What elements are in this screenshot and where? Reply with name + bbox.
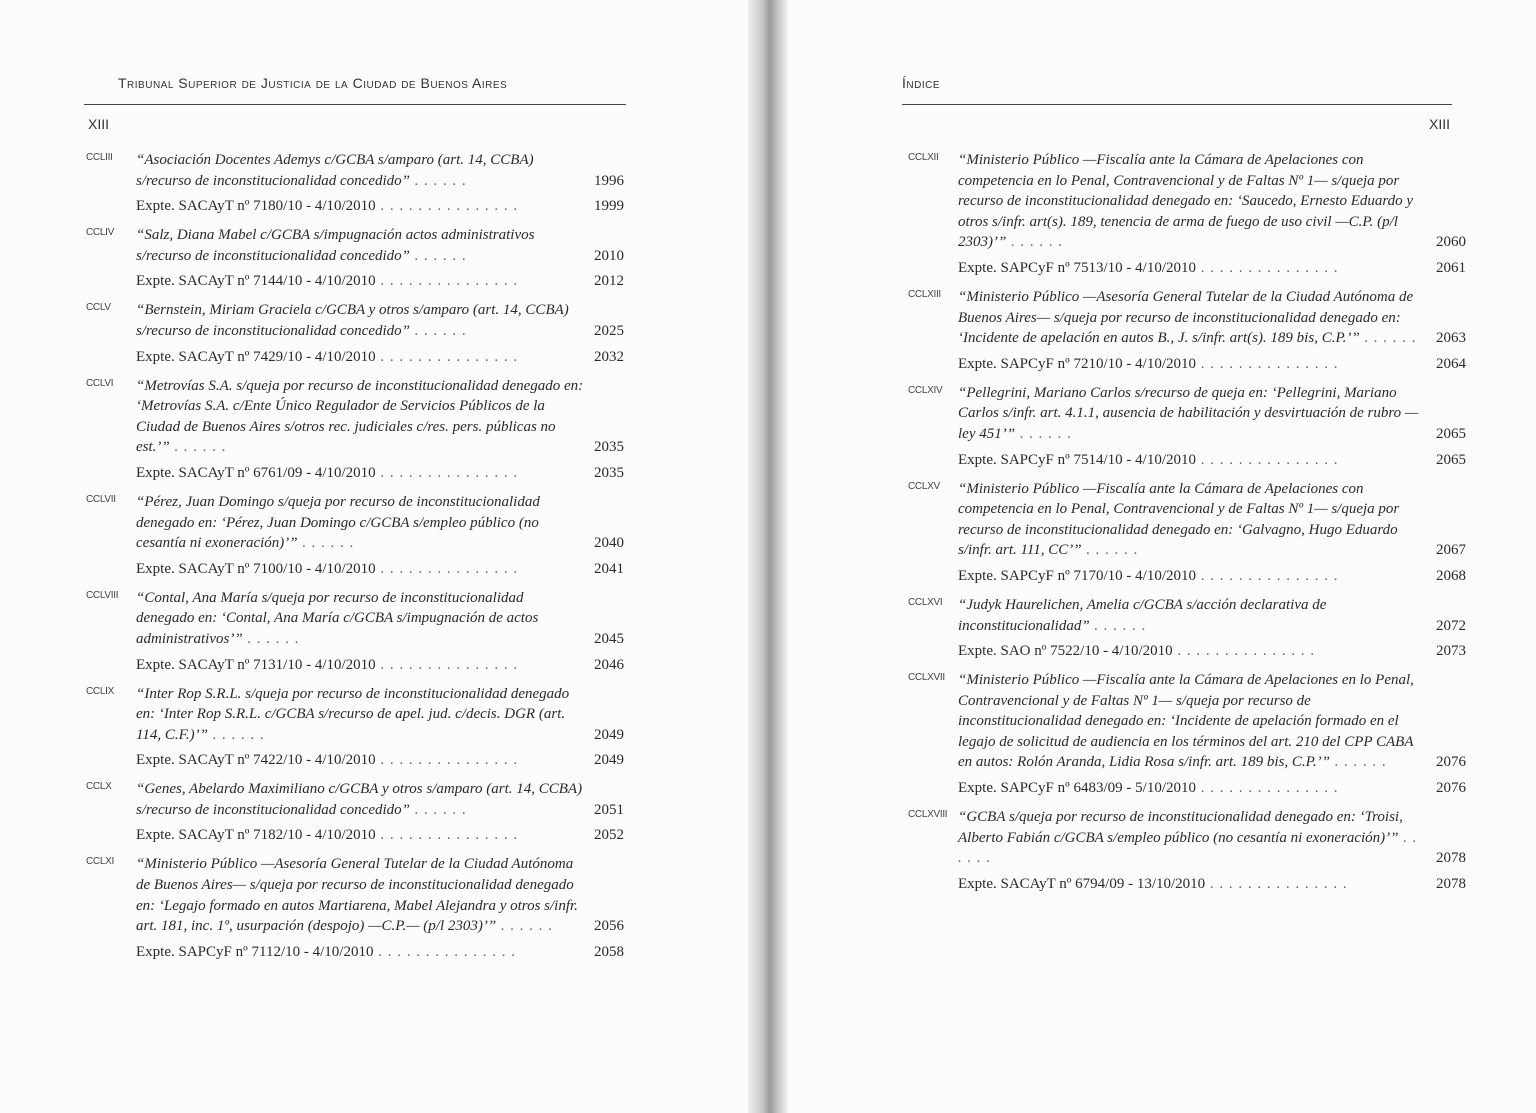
entry-title: “Ministerio Público —Asesoría General Tutelar de la Ciudad Autónoma de Buenos Aires— s/queja por recurso de inconstitucionalidad denegado en: ‘Incidente de apelación en autos B., J. s/infr. art(s). 189 bis, C.P.’”	[958, 288, 1414, 347]
index-entry	[908, 150, 1468, 278]
dot-leader: . . . . . .	[496, 918, 554, 935]
entry-title-line	[136, 225, 626, 266]
entry-expte-line	[136, 196, 626, 216]
entry-title-line	[958, 383, 1468, 445]
index-entry	[908, 383, 1468, 470]
right-page	[788, 0, 1536, 1113]
entry-title: “Asociación Docentes Ademys c/GCBA s/amparo (art. 14, CCBA) s/recurso de inconstitucionalidad concedido”	[136, 152, 534, 189]
dot-leader: . . . . . .	[169, 439, 227, 456]
entry-numeral: CCLVIII	[86, 589, 119, 601]
entry-numeral: CCLVI	[86, 377, 114, 389]
index-entry	[908, 595, 1468, 661]
entry-expte: Expte. SACAyT nº 7131/10 - 4/10/2010	[136, 656, 376, 673]
entry-expte-line	[136, 463, 626, 483]
entry-page-number: 2051	[594, 801, 624, 818]
entry-numeral: CCLXVII	[908, 672, 945, 684]
entry-page-number: 2065	[1436, 425, 1466, 442]
entry-title-line	[136, 376, 626, 458]
page-number: XIII	[1429, 116, 1451, 132]
entry-title-line	[958, 807, 1468, 869]
dot-leader: . . . . . . . . . . . . . . .	[375, 464, 519, 481]
entry-title: “Ministerio Público —Asesoría General Tutelar de la Ciudad Autónoma de Buenos Aires— s/queja por recurso de inconstitucionalidad denegado en: ‘Legajo formado en autos Martiarena, Mabel Alejandra y otros s/infr. art. 181, inc. 1º, usurpación (despojo) —C.P.— (p/l 2303)’”	[136, 856, 578, 935]
entry-expte: Expte. SAPCyF nº 7112/10 - 4/10/2010	[136, 943, 374, 960]
expte-page-number: 2065	[1436, 451, 1466, 468]
entry-numeral: CCLXII	[908, 152, 939, 163]
expte-page-number: 2068	[1436, 567, 1466, 584]
entry-expte-line	[136, 559, 626, 579]
expte-page-number: 2058	[594, 943, 624, 960]
dot-leader: . . . . . .	[1081, 542, 1139, 559]
dot-leader: . . . . . . . . . . . . . . .	[375, 752, 519, 769]
entry-numeral: CCLVII	[86, 493, 116, 505]
expte-page-number: 2012	[594, 273, 624, 290]
entry-expte-line	[136, 750, 626, 770]
entry-expte-line	[958, 258, 1468, 278]
entry-expte-line	[136, 655, 626, 675]
index-entry	[908, 807, 1468, 894]
entry-title-line	[958, 479, 1468, 561]
entry-expte-line	[136, 347, 626, 367]
entry-page-number: 2078	[1436, 850, 1466, 867]
entry-numeral: CCLIX	[86, 685, 114, 697]
entry-expte: Expte. SAPCyF nº 7514/10 - 4/10/2010	[958, 451, 1197, 468]
entry-title: “GCBA s/queja por recurso de inconstitucionalidad denegado en: ‘Troisi, Alberto Fabián c/GCBA s/empleo público (no cesantía ni exoneración)’”	[958, 809, 1403, 846]
expte-page-number: 2046	[594, 656, 624, 673]
dot-leader: . . . . . . . . . . . . . . .	[1196, 259, 1339, 276]
expte-page-number: 2064	[1436, 355, 1466, 372]
dot-leader: . . . . . .	[410, 322, 467, 339]
entry-numeral: CCLV	[86, 302, 111, 314]
dot-leader: . . . . . .	[207, 726, 265, 743]
dot-leader: . . . . . . . . . . . . . . .	[375, 198, 519, 215]
header-rule	[902, 104, 1452, 105]
dot-leader: . . . . . .	[410, 247, 467, 264]
entry-title: “Genes, Abelardo Maximiliano c/GCBA y otros s/amparo (art. 14, CCBA) s/recurso de inconstitucionalidad concedido”	[136, 781, 583, 818]
entry-expte-line	[136, 271, 626, 291]
entry-page-number: 2072	[1436, 617, 1466, 634]
index-entry	[86, 588, 626, 675]
entry-title: “Ministerio Público —Fiscalía ante la Cámara de Apelaciones en lo Penal, Contravencional y de Faltas Nº 1— s/queja por recurso de inconstitucionalidad denegado en: ‘Incidente de apelación formado en el legajo de solicitud de audiencia en los términos del art. 210 del CPP CABA en autos: Rolón Aranda, Lidia Rosa s/infr. art. 189 bis, C.P.’”	[958, 672, 1414, 771]
dot-leader: . . . . . .	[410, 172, 467, 189]
entry-title: “Bernstein, Miriam Graciela c/GCBA y otros s/amparo (art. 14, CCBA) s/recurso de inconstitucionalidad concedido”	[136, 302, 569, 339]
entry-title-line	[958, 595, 1468, 636]
entry-expte: Expte. SACAyT nº 7144/10 - 4/10/2010	[136, 273, 376, 290]
expte-page-number: 2076	[1436, 780, 1466, 797]
entry-title: “Inter Rop S.R.L. s/queja por recurso de inconstitucionalidad denegado en: ‘Inter Rop S.R.L. c/GCBA s/recurso de apel. jud. c/decis. DGR (art. 114, C.F.)’”	[136, 685, 570, 743]
entry-page-number: 1996	[594, 172, 624, 189]
entry-page-number: 2060	[1436, 234, 1466, 251]
entry-expte: Expte. SAPCyF nº 6483/09 - 5/10/2010	[958, 780, 1197, 797]
entry-expte: Expte. SAPCyF nº 7170/10 - 4/10/2010	[958, 567, 1197, 584]
dot-leader: . . . . . . . . . . . . . . .	[373, 943, 516, 960]
entry-page-number: 2067	[1436, 542, 1466, 559]
expte-page-number: 2035	[594, 464, 624, 481]
entry-expte: Expte. SACAyT nº 7182/10 - 4/10/2010	[136, 827, 376, 844]
entry-numeral: CCLXIII	[908, 288, 941, 300]
entry-page-number: 2045	[594, 630, 624, 647]
entry-numeral: CCLX	[86, 781, 112, 793]
entry-expte: Expte. SACAyT nº 7422/10 - 4/10/2010	[136, 752, 376, 769]
expte-page-number: 2073	[1436, 643, 1466, 660]
entry-numeral: CCLXV	[908, 480, 940, 492]
entry-title: “Pellegrini, Mariano Carlos s/recurso de queja en: ‘Pellegrini, Mariano Carlos s/infr. art. 4.1.1, ausencia de habilitación y desvirtuación de rubro —ley 451’”	[958, 384, 1419, 442]
entry-title-line	[136, 492, 626, 554]
entry-numeral: CCLIII	[86, 152, 113, 163]
dot-leader: . . . . . . . . . . . . . . .	[375, 273, 519, 290]
index-entry	[86, 150, 626, 216]
entry-title: “Judyk Haurelichen, Amelia c/GCBA s/acción declarativa de inconstitucionalidad”	[958, 596, 1327, 634]
dot-leader: . . . . . . . . . . . . . . .	[375, 348, 519, 365]
dot-leader: . . . . . .	[1006, 234, 1064, 251]
entry-page-number: 2076	[1436, 754, 1466, 771]
entry-numeral: CCLXIV	[908, 384, 943, 396]
entry-numeral: CCLIV	[86, 227, 114, 239]
entry-expte-line	[958, 778, 1468, 798]
expte-page-number: 2052	[594, 827, 624, 844]
entry-title-line	[136, 684, 626, 746]
entry-title-line	[958, 287, 1468, 349]
entry-expte-line	[958, 641, 1468, 661]
index-entry	[86, 779, 626, 845]
expte-page-number: 2078	[1436, 875, 1466, 892]
dot-leader: . . . . . .	[1359, 330, 1417, 347]
index-entry	[86, 854, 626, 961]
index-entry	[86, 225, 626, 291]
expte-page-number: 2061	[1436, 259, 1466, 276]
entry-title-line	[958, 150, 1468, 253]
dot-leader: . . . . . . . . . . . . . . .	[1196, 451, 1339, 468]
dot-leader: . . . . . . . . . . . . . . .	[1196, 355, 1339, 372]
dot-leader: . . . . . . . . . . . . . . .	[375, 656, 519, 673]
entry-title: “Salz, Diana Mabel c/GCBA s/impugnación actos administrativos s/recurso de inconstitucionalidad concedido”	[136, 227, 535, 264]
entry-expte-line	[136, 942, 626, 962]
entry-page-number: 2035	[594, 439, 624, 456]
entry-expte: Expte. SAPCyF nº 7513/10 - 4/10/2010	[958, 259, 1197, 276]
dot-leader: . . . . . . . . . . . . . . .	[1172, 643, 1316, 660]
entry-numeral: CCLXI	[86, 856, 114, 868]
entry-page-number: 2063	[1436, 330, 1466, 347]
entry-expte-line	[958, 874, 1468, 894]
left-page	[0, 0, 748, 1113]
entry-expte: Expte. SACAyT nº 6761/09 - 4/10/2010	[136, 464, 376, 481]
index-entry	[86, 492, 626, 579]
index-entries	[86, 150, 626, 971]
expte-page-number: 1999	[594, 198, 624, 215]
entry-page-number: 2056	[594, 918, 624, 935]
dot-leader: . . . . . . . . . . . . . . .	[375, 560, 519, 577]
expte-page-number: 2049	[594, 752, 624, 769]
entry-title-line	[136, 150, 626, 191]
entry-title: “Contal, Ana María s/queja por recurso de inconstitucionalidad denegado en: ‘Contal, Ana María c/GCBA s/impugnación de actos administrativos’”	[136, 589, 539, 647]
dot-leader: . . . . . .	[1089, 617, 1147, 634]
dot-leader: . . . . . .	[1330, 754, 1387, 771]
index-entry	[908, 670, 1468, 798]
dot-leader: . . . . . . . . . . . . . . .	[375, 827, 519, 844]
entry-page-number: 2049	[594, 726, 624, 743]
index-entry	[86, 684, 626, 771]
entry-page-number: 2040	[594, 535, 624, 552]
running-head: Tribunal Superior de Justicia de la Ciudad de Buenos Aires	[118, 75, 508, 91]
expte-page-number: 2032	[594, 348, 624, 365]
dot-leader: . . . . . .	[958, 829, 1418, 867]
entry-expte: Expte. SACAyT nº 7100/10 - 4/10/2010	[136, 560, 376, 577]
dot-leader: . . . . . .	[410, 801, 467, 818]
entry-title-line	[136, 588, 626, 650]
entry-page-number: 2025	[594, 322, 624, 339]
entry-page-number: 2010	[594, 247, 624, 264]
running-head: Índice	[902, 75, 941, 91]
dot-leader: . . . . . .	[1015, 425, 1073, 442]
header-rule	[84, 104, 626, 105]
index-entry	[908, 479, 1468, 586]
dot-leader: . . . . . . . . . . . . . . .	[1205, 875, 1348, 892]
entry-title-line	[136, 300, 626, 341]
index-entries	[908, 150, 1468, 903]
entry-expte-line	[958, 450, 1468, 470]
expte-page-number: 2041	[594, 560, 624, 577]
entry-title: “Ministerio Público —Fiscalía ante la Cámara de Apelaciones con competencia en lo Penal, Contravencional y de Faltas Nº 1— s/queja por recurso de inconstitucionalidad denegado en: ‘Saucedo, Ernesto Eduardo y otros s/infr. art(s). 189, tenencia de arma de fuego de uso civil —C.P. (p/l 2303)’”	[958, 152, 1414, 251]
entry-title: “Pérez, Juan Domingo s/queja por recurso de inconstitucionalidad denegado en: ‘Pérez, Juan Domingo c/GCBA s/empleo público (no cesantía ni exoneración)’”	[136, 493, 540, 552]
entry-expte: Expte. SACAyT nº 7429/10 - 4/10/2010	[136, 348, 376, 365]
entry-expte: Expte. SAO nº 7522/10 - 4/10/2010	[958, 643, 1173, 660]
page-number: XIII	[88, 116, 110, 132]
entry-expte-line	[136, 825, 626, 845]
entry-title-line	[958, 670, 1468, 773]
entry-expte-line	[958, 354, 1468, 374]
entry-title: “Metrovías S.A. s/queja por recurso de inconstitucionalidad denegado en: ‘Metrovías S.A. c/Ente Único Regulador de Servicios Públicos de la Ciudad de Buenos Aires s/otros rec. judiciales c/res. pers. públicas no est.’”	[136, 377, 584, 456]
book-gutter	[748, 0, 788, 1113]
entry-expte: Expte. SAPCyF nº 7210/10 - 4/10/2010	[958, 355, 1197, 372]
entry-expte: Expte. SACAyT nº 7180/10 - 4/10/2010	[136, 198, 376, 215]
entry-expte: Expte. SACAyT nº 6794/09 - 13/10/2010	[958, 875, 1206, 892]
entry-expte-line	[958, 566, 1468, 586]
entry-title: “Ministerio Público —Fiscalía ante la Cámara de Apelaciones con competencia en lo Penal, Contravencional y de Faltas Nº 1— s/queja por recurso de inconstitucionalidad denegado en: ‘Galvagno, Hugo Eduardo s/infr. art. 111, CC’”	[958, 480, 1400, 559]
index-entry	[86, 300, 626, 366]
entry-title-line	[136, 854, 626, 936]
entry-numeral: CCLXVIII	[908, 809, 948, 821]
dot-leader: . . . . . . . . . . . . . . .	[1196, 567, 1339, 584]
index-entry	[86, 376, 626, 483]
entry-title-line	[136, 779, 626, 820]
index-entry	[908, 287, 1468, 374]
dot-leader: . . . . . . . . . . . . . . .	[1196, 780, 1339, 797]
dot-leader: . . . . . .	[297, 535, 355, 552]
dot-leader: . . . . . .	[242, 630, 300, 647]
entry-numeral: CCLXVI	[908, 596, 943, 608]
